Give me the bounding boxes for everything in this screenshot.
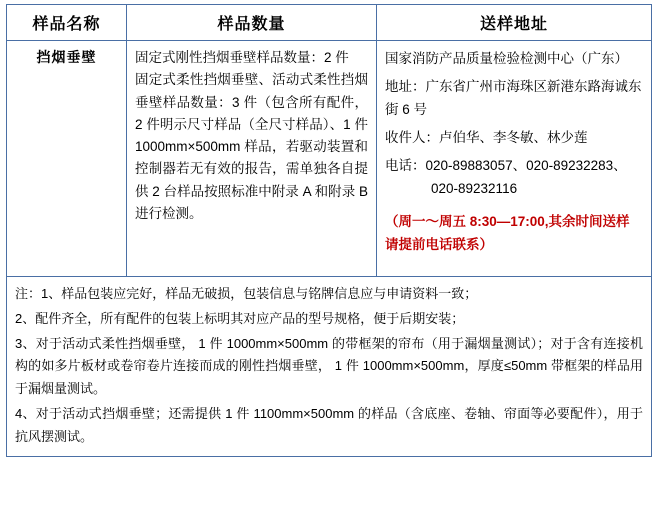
cell-delivery-address <box>377 41 652 277</box>
note-item-1: 注：1、样品包装应完好，样品无破损，包装信息与铭牌信息应与申请资料一致； <box>15 286 478 302</box>
sample-requirements-table <box>6 4 652 457</box>
table-header-row <box>7 5 652 41</box>
column-header-sample-quantity: 样品数量 <box>127 5 377 41</box>
table-body <box>7 41 652 457</box>
column-header-sample-name: 样品名称 <box>7 5 127 41</box>
address-street: 地址：广东省广州市海珠区新港东路海诚东街 6 号 <box>385 78 642 118</box>
cell-sample-name: 挡烟垂壁 <box>7 41 127 277</box>
quantity-paragraph-2: 固定式柔性挡烟垂壁、活动式柔性挡烟垂壁样品数量：3 件（包含所有配件，2 件明示尺寸样品（全尺寸样品）、1 件 1000mm×500mm 样品，若驱动装置和控制器若无有效的报告，需单独各自提供 2 台样品按照标准中附录 A 和附录 B 进行检测。 <box>135 72 368 221</box>
cell-sample-quantity <box>127 41 377 277</box>
column-header-delivery-address: 送样地址 <box>377 5 652 41</box>
address-hours-note: （周一～周五 8:30—17:00,其余时间送样请提前电话联系） <box>385 213 630 252</box>
address-recipient: 收件人：卢伯华、李冬敏、林少莲 <box>385 129 588 145</box>
address-phone: 电话：020-89883057、020-89232283、 <box>385 157 627 173</box>
quantity-paragraph-1: 固定式刚性挡烟垂壁样品数量：2 件 <box>135 50 349 65</box>
cell-notes <box>7 277 652 457</box>
address-phone-continued: 020-89232116 <box>431 181 518 197</box>
note-item-4: 4、对于活动式挡烟垂壁；还需提供 1 件 1100mm×500mm 的样品（含底座、卷轴、帘面等必要配件），用于抗风摆测试。 <box>15 405 643 444</box>
table-header <box>7 5 652 41</box>
table-notes-row <box>7 277 652 457</box>
note-item-2: 2、配件齐全，所有配件的包装上标明其对应产品的型号规格，便于后期安装； <box>15 310 465 326</box>
table-row <box>7 41 652 277</box>
address-organization: 国家消防产品质量检验检测中心（广东） <box>385 51 628 66</box>
note-item-3: 3、对于活动式柔性挡烟垂壁， 1 件 1000mm×500mm 的带框架的帘布（用于漏烟量测试）；对于含有连接机构的如多片板材或卷帘卷片连接而成的刚性挡烟垂壁， 1 件 1000mm×500mm，厚度≤50mm 带框架的样品用于漏烟量测试。 <box>15 335 643 397</box>
